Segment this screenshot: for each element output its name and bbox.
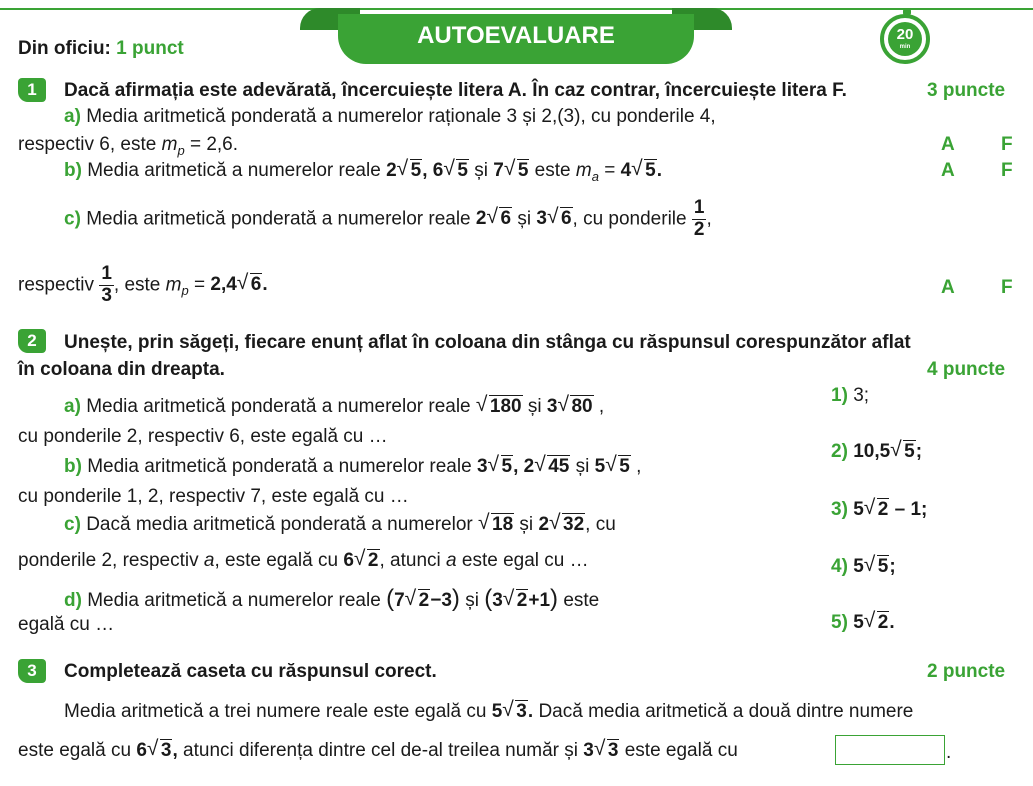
- ex1-c-option-f[interactable]: F: [1001, 277, 1013, 298]
- ex2-d-line2: egală cu …: [18, 614, 115, 635]
- oficiu-line: Din oficiu: 1 punct: [18, 38, 184, 59]
- ex2-answer-2[interactable]: 2) 10,5 √ 5;: [831, 438, 923, 462]
- ex2-b-line2: cu ponderile 1, 2, respectiv 7, este egală cu …: [18, 486, 409, 507]
- ex1-c-line2: respectiv $\frac{1}{3}$ , este $m_p = 2,4$ √ 6.: [18, 263, 268, 306]
- ex1-a-option-f[interactable]: F: [1001, 134, 1013, 155]
- ex3-line2: este egală cu 6 √ 3, atunci diferența dintre cel de-al treilea număr și 3 √ 3 este egală cu: [18, 737, 738, 761]
- ex2-a-line2: cu ponderile 2, respectiv 6, este egală cu …: [18, 426, 388, 447]
- ex3-instruction: Completează caseta cu răspunsul corect.: [64, 661, 437, 682]
- ex3-points: 2 puncte: [927, 661, 1006, 682]
- timer-value: 20: [896, 26, 914, 43]
- ex1-b-option-f[interactable]: F: [1001, 160, 1013, 181]
- ex1-a-line1: a) Media aritmetică ponderată a numerelor raționale 3 și 2,(3), cu ponderile 4,: [64, 106, 716, 127]
- ex2-instruction-line1: Unește, prin săgeți, fiecare enunț aflat în coloana din stânga cu răspunsul corespunzător aflat: [64, 332, 911, 353]
- top-border: [0, 8, 1033, 10]
- timer-unit: min: [899, 44, 911, 50]
- ex2-answer-3[interactable]: 3) 5 √ 2 – 1;: [831, 496, 928, 520]
- ex1-number: 1: [18, 78, 46, 102]
- ex2-b-line1: b) Media aritmetică ponderată a numerelor reale 3 √ 5, 2 √ 45 și 5 √ 5 ,: [64, 453, 642, 477]
- ex3-period: .: [946, 742, 952, 763]
- ex2-instruction-line2: în coloana din dreapta.: [18, 359, 225, 380]
- ex1-a-line2: respectiv 6, este $m_p = 2,6$.: [18, 134, 239, 158]
- ex2-points: 4 puncte: [927, 359, 1006, 380]
- ex1-b-line: b) Media aritmetică a numerelor reale 2 √ 5, 6 √ 5 și 7 √ 5 este $m_a = 4$ √ 5.: [64, 157, 663, 184]
- ex3-number: 3: [18, 659, 46, 683]
- ex2-a-line1: a) Media aritmetică ponderată a numerelor reale √ 180 și 3 √ 80 ,: [64, 393, 605, 417]
- page-title: AUTOEVALUARE: [338, 14, 694, 64]
- ex1-a-option-a[interactable]: A: [941, 134, 955, 155]
- ex1-c-option-a[interactable]: A: [941, 277, 955, 298]
- ex2-number: 2: [18, 329, 46, 353]
- ex2-answer-5[interactable]: 5) 5 √ 2.: [831, 609, 895, 633]
- ex2-answer-1[interactable]: 1) 3;: [831, 385, 870, 406]
- timer-icon: [880, 14, 930, 64]
- ex1-b-option-a[interactable]: A: [941, 160, 955, 181]
- ex1-instruction: Dacă afirmația este adevărată, încercuiește litera A. În caz contrar, încercuiește litera F.: [64, 80, 847, 101]
- ex2-c-line2: ponderile 2, respectiv a, este egală cu 6 √ 2, atunci a este egal cu …: [18, 547, 589, 571]
- ex3-answer-box[interactable]: [835, 735, 945, 765]
- ex2-d-line1: d) Media aritmetică a numerelor reale (7 √ 2−3) și (3 √ 2+1) este: [64, 585, 600, 612]
- ex1-points: 3 puncte: [927, 80, 1006, 101]
- ex3-line1: Media aritmetică a trei numere reale este egală cu 5 √ 3. Dacă media aritmetică a două dintre numere: [64, 698, 914, 722]
- ex1-c-line1: c) Media aritmetică ponderată a numerelor reale 2 √ 6 și 3 √ 6, cu ponderile $\frac{1}{2}$ ,: [64, 197, 712, 240]
- ex2-answer-4[interactable]: 4) 5 √ 5;: [831, 553, 896, 577]
- ex2-c-line1: c) Dacă media aritmetică ponderată a numerelor √ 18 și 2 √ 32, cu: [64, 511, 616, 535]
